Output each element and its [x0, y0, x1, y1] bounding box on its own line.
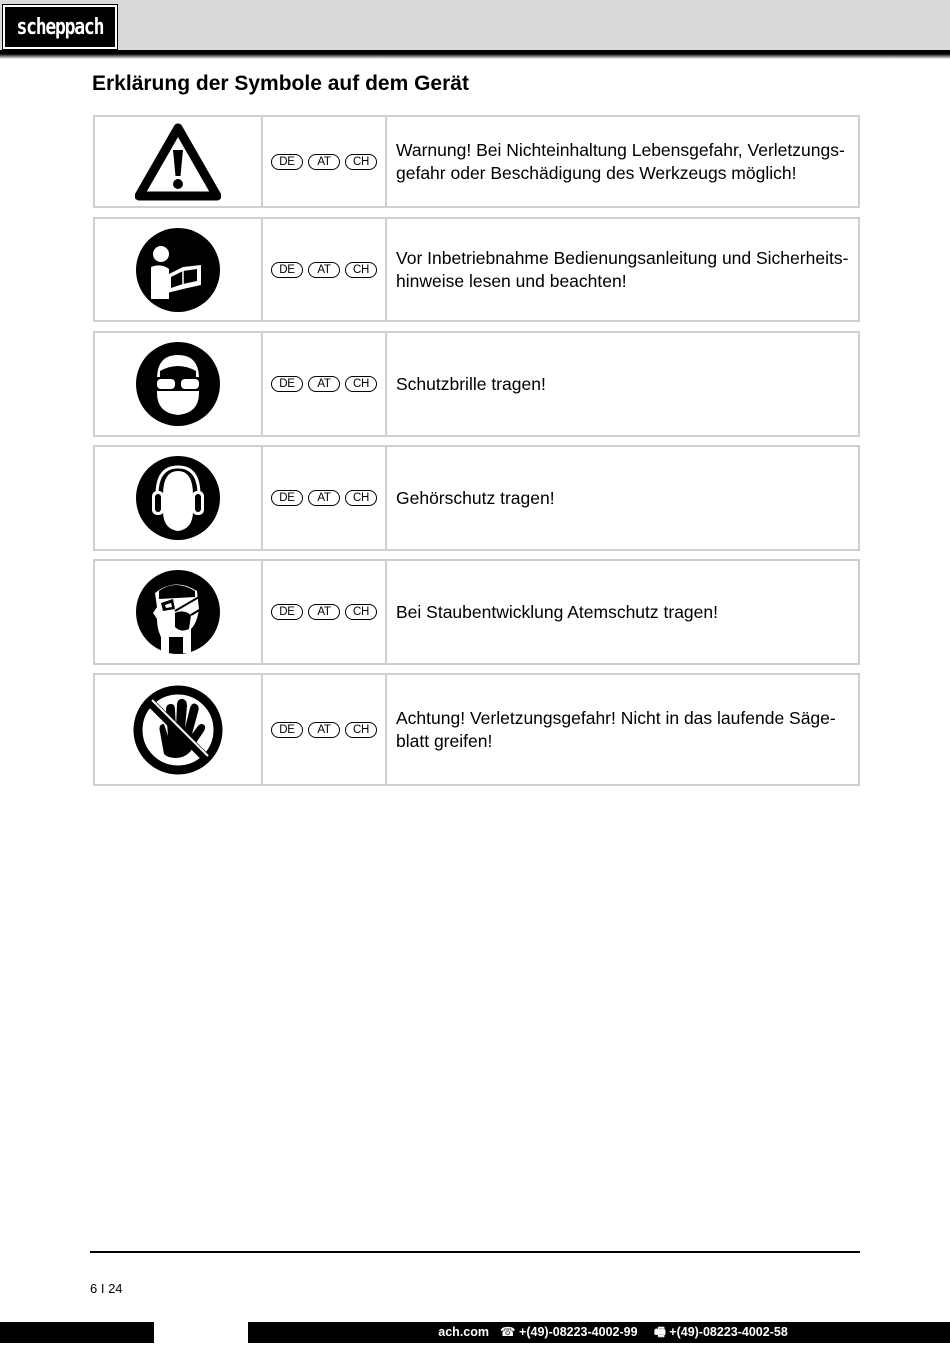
lang-badge-ch: CH: [345, 722, 377, 738]
symbol-row: [93, 559, 860, 665]
symbol-description: [387, 333, 858, 435]
lang-badge-ch: CH: [345, 490, 377, 506]
fax-number: +(49)-08223-4002-58: [669, 1325, 788, 1339]
footer-website: ach.com: [438, 1325, 489, 1339]
phone-icon: ☎: [500, 1325, 520, 1339]
symbol-text: Warnung! Bei Nichteinhaltung Lebensgefahr, Verletzungs- gefahr oder Beschädigung des Werkzeugs möglich!: [396, 140, 845, 183]
lang-badge-de: DE: [271, 490, 303, 506]
footer-bar-left: [0, 1322, 154, 1343]
symbol-row: [93, 331, 860, 437]
footer-bar: [248, 1322, 950, 1343]
safety-goggles-icon: [135, 341, 221, 427]
lang-badge-at: AT: [308, 604, 340, 620]
read-manual-icon: [135, 227, 221, 313]
symbol-icon-cell: [95, 219, 263, 320]
language-badges: [263, 675, 387, 784]
page-number: 6 I 24: [90, 1281, 123, 1296]
symbol-description: [387, 675, 858, 784]
scheppach-logo: [3, 5, 117, 49]
footer-divider: [90, 1251, 860, 1253]
ear-protection-icon: [135, 455, 221, 541]
respirator-mask-icon: [135, 569, 221, 655]
symbol-icon-cell: [95, 561, 263, 663]
symbol-row: [93, 445, 860, 551]
symbol-description: [387, 561, 858, 663]
symbol-icon-cell: [95, 333, 263, 435]
symbol-icon-cell: [95, 117, 263, 206]
lang-badge-at: AT: [308, 262, 340, 278]
symbol-description: [387, 219, 858, 320]
lang-badge-de: DE: [271, 154, 303, 170]
lang-badge-at: AT: [308, 154, 340, 170]
symbol-text: Achtung! Verletzungsgefahr! Nicht in das laufende Säge- blatt greifen!: [396, 708, 836, 751]
footer-fax: [654, 1322, 788, 1343]
warning-triangle-icon: [135, 122, 221, 202]
language-badges: [263, 447, 387, 549]
symbol-text: Bei Staubentwicklung Atemschutz tragen!: [396, 601, 718, 622]
symbol-description: [387, 117, 858, 206]
symbol-description: [387, 447, 858, 549]
fax-icon: 🖷: [654, 1325, 670, 1339]
lang-badge-ch: CH: [345, 604, 377, 620]
lang-badge-de: DE: [271, 722, 303, 738]
page-header: [0, 0, 950, 52]
language-badges: [263, 117, 387, 206]
symbol-row: [93, 115, 860, 208]
language-badges: [263, 219, 387, 320]
footer-phone: [500, 1322, 638, 1343]
lang-badge-de: DE: [271, 262, 303, 278]
lang-badge-de: DE: [271, 376, 303, 392]
symbol-text: Schutzbrille tragen!: [396, 373, 546, 394]
symbol-icon-cell: [95, 675, 263, 784]
symbol-text: Vor Inbetriebnahme Bedienungsanleitung und Sicherheits- hinweise lesen und beachten!: [396, 248, 849, 291]
lang-badge-at: AT: [308, 722, 340, 738]
symbol-text: Gehörschutz tragen!: [396, 487, 555, 508]
lang-badge-ch: CH: [345, 154, 377, 170]
page-title: Erklärung der Symbole auf dem Gerät: [92, 72, 469, 95]
lang-badge-ch: CH: [345, 262, 377, 278]
language-badges: [263, 561, 387, 663]
no-hand-icon: [132, 684, 224, 776]
symbol-icon-cell: [95, 447, 263, 549]
lang-badge-at: AT: [308, 490, 340, 506]
phone-number: +(49)-08223-4002-99: [519, 1325, 638, 1339]
symbol-row: [93, 217, 860, 322]
logo-text: scheppach: [16, 14, 104, 40]
lang-badge-at: AT: [308, 376, 340, 392]
symbol-row: [93, 673, 860, 786]
lang-badge-ch: CH: [345, 376, 377, 392]
language-badges: [263, 333, 387, 435]
header-divider: [0, 50, 950, 59]
lang-badge-de: DE: [271, 604, 303, 620]
